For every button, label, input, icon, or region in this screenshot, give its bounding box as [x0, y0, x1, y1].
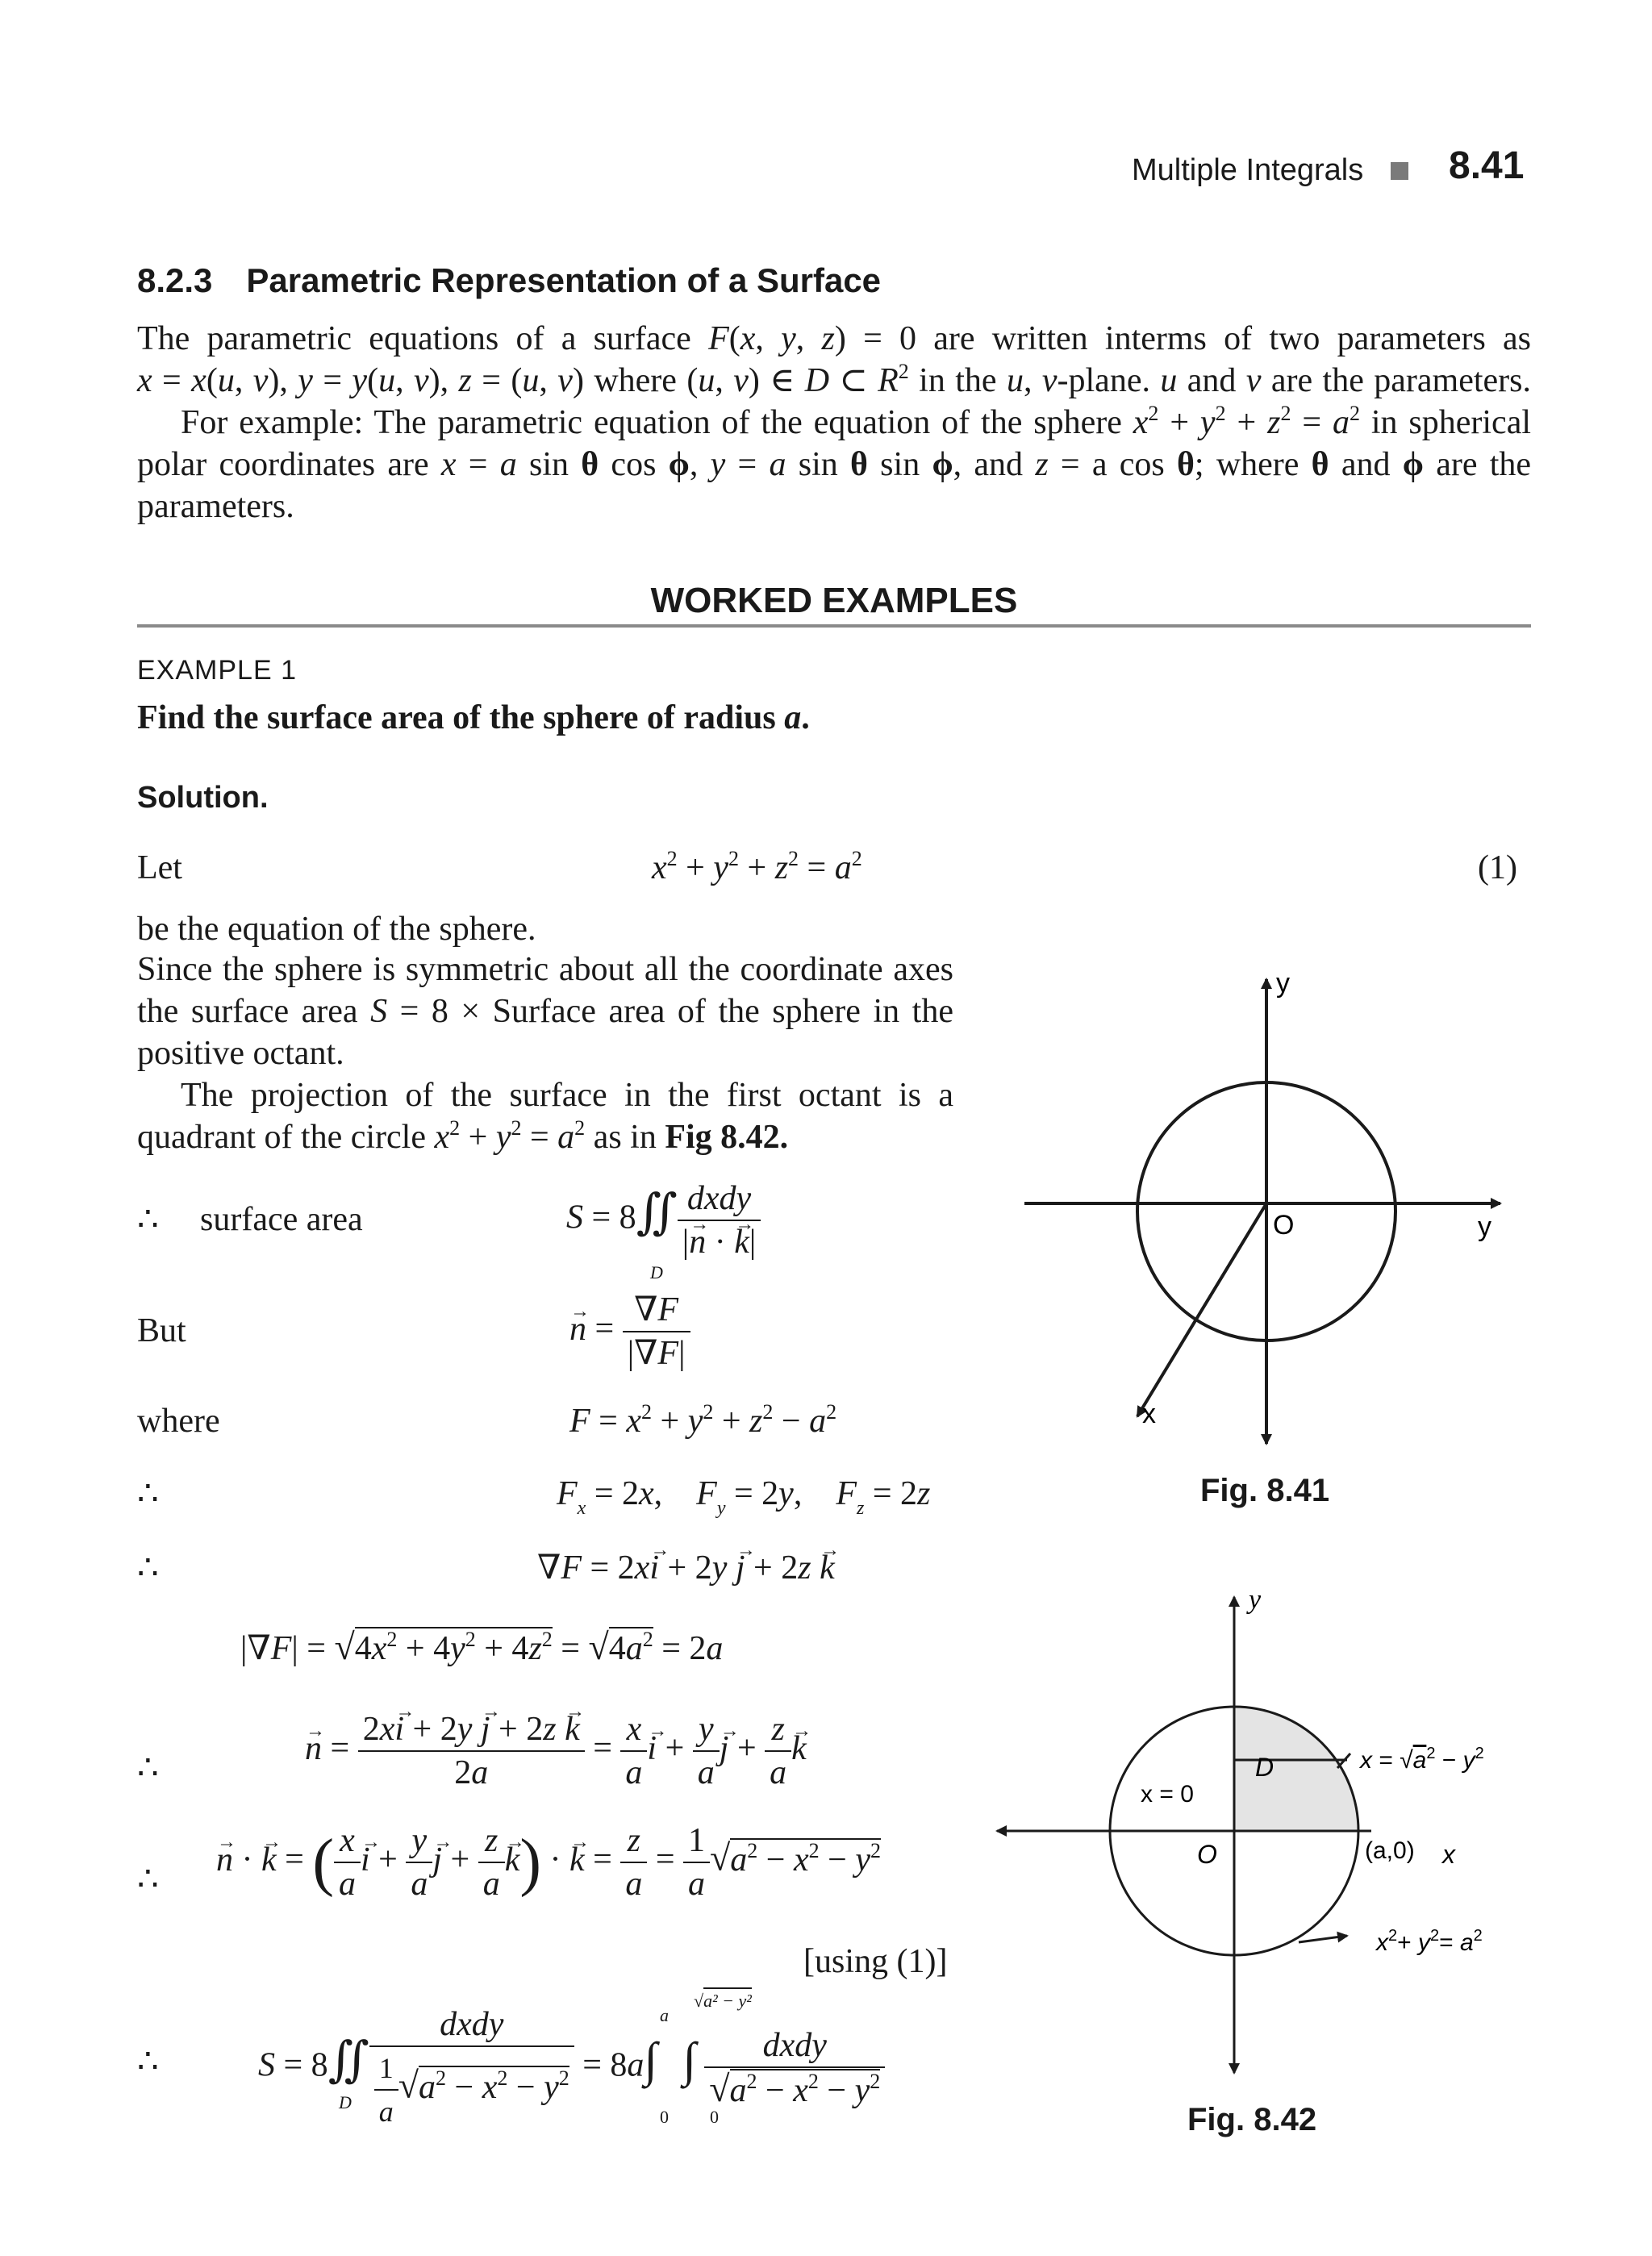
fig2-label-x: x [1442, 1840, 1455, 1869]
section-title: Parametric Representation of a Surface [246, 261, 882, 299]
equation-number: (1) [1478, 849, 1517, 886]
but-label: But [137, 1312, 186, 1349]
intro-paragraph: The parametric equations of a surface F(x, y, z) = 0 are written interms of two parameters as x = x(u, v), y = y(u, v), z = (u, v) where (u, v) ∈ D ⊂ $R^2$ in the u, v-plane. u and v are the parameters. For example: The parametric equation of the equation of the sphere $x^2 + y^2 + z^2 = a^2$ in spherical polar coordinates are x = a sin θ cos ϕ, y = a sin θ sin ϕ, and z = a cos θ; where θ and ϕ are the parameters. [137, 320, 1532, 525]
page-number: 8.41 [1449, 144, 1525, 187]
figure-8-41 [1024, 960, 1541, 1460]
surface-area-integral: S = 8∬ $\frac{\text{dxdy}}{|\to n \cdot \to k|}$ D [566, 1178, 761, 1263]
therefore-1: ∴ [137, 1201, 159, 1238]
section-heading [137, 261, 881, 300]
partial-derivatives: $F_x = 2x$, $F_y = 2y$, $F_z = 2z$ [557, 1475, 931, 1519]
fig2-label-region: D [1255, 1753, 1274, 1782]
fig2-label-x0: x = 0 [1141, 1781, 1194, 1808]
normal-dot-k: → n · → k = ( $\frac{x}{a}$ → i + $\frac{y}{a}$ → j + $\frac{z}{a}$ → k) · → k = $\frac{z}{a}$ = $\frac{1}{a}$ $√a^2 - x^2 - y^2$ [216, 1820, 881, 1905]
sphere-equation: $x^2 + y^2 + z^2 = a^2$ [652, 847, 862, 886]
let-label: Let [137, 849, 182, 886]
normal-definition: → n = $\frac{\nabla F}{|\nabla F|}$ [569, 1289, 690, 1374]
fig2-circle-pointer [1299, 1936, 1347, 1942]
region-limit-d: D [339, 2092, 352, 2112]
where-label: where [137, 1403, 220, 1440]
function-f: $F = x^2 + y^2 + z^2 - a^2$ [569, 1400, 837, 1440]
fig2-label-origin: O [1197, 1840, 1217, 1869]
unit-normal: → n = $\frac{2x\to i + 2y \to j + 2z \to k}{2a}$ = $\frac{x}{a}$ → i + $\frac{y}{a}$ → j + $\frac{z}{a}$ → k [305, 1708, 807, 1794]
fig1-label-origin: O [1273, 1210, 1295, 1241]
running-title: Multiple Integrals [1132, 153, 1364, 187]
surface-area-label: surface area [200, 1201, 363, 1238]
example-label: EXAMPLE 1 [137, 655, 297, 686]
therefore-5: ∴ [137, 1861, 159, 1898]
header-square-icon [1391, 162, 1408, 180]
example-problem: Find the surface area of the sphere of radius a. [137, 699, 810, 736]
figure-8-42 [992, 1589, 1541, 2105]
be-equation-text: be the equation of the sphere. [137, 911, 536, 948]
fig1-caption: Fig. 8.41 [1200, 1473, 1330, 1508]
therefore-6: ∴ [137, 2043, 159, 2080]
fig2-caption: Fig. 8.42 [1187, 2102, 1317, 2137]
section-number: 8.2.3 [137, 261, 213, 299]
therefore-2: ∴ [137, 1475, 159, 1512]
gradient-f: ∇F = 2x→ i + 2y → j + 2z → k [537, 1547, 835, 1589]
fig2-label-x-equals-sqrt: $x = √a^2 - y^2$ [1360, 1745, 1484, 1774]
worked-examples-heading: WORKED EXAMPLES [650, 581, 1018, 620]
heading-rule [137, 624, 1531, 628]
fig1-label-y-right: y [1478, 1211, 1491, 1242]
gradient-magnitude: $|\nabla F| = √4x^2 + 4y^2 + 4z^2 = √4a^2 = 2a$ [240, 1626, 724, 1667]
fig2-label-point: (a,0) [1365, 1837, 1415, 1864]
fig1-label-x: x [1142, 1399, 1156, 1429]
lower-limit-0a: 0 [660, 2107, 669, 2127]
therefore-4: ∴ [137, 1749, 159, 1787]
upper-limit-sqrt: √a² − y² [694, 1991, 752, 2012]
fig2-label-y: y [1249, 1589, 1262, 1615]
fig2-shaded-region [1234, 1707, 1358, 1831]
upper-limit-a: a [660, 2005, 669, 2025]
fig2-label-circle-eq: $x^2+ y^2= a^2$ [1376, 1927, 1483, 1956]
using-note: [using (1)] [803, 1943, 948, 1980]
fig1-label-y-top: y [1276, 968, 1290, 999]
symmetry-paragraph: Since the sphere is symmetric about all the coordinate axes the surface area S = 8 × Surface area of the sphere in the positive octant. The projection of the surface in the first octant is a quadrant of the circle $x^2 + y^2 = a^2$ as in Fig 8.42. [137, 951, 953, 1156]
fig1-x-axis [1137, 1203, 1266, 1416]
surface-area-final: S = 8∬ dxdy $\frac{1}{a}$ $√a^2 - x^2 - y^2$ = 8a∫ ∫ $\frac{\text{dxdy}}{√a^2 - x^2 - y^2}$ [258, 2004, 885, 2133]
solution-label: Solution. [137, 781, 269, 815]
therefore-3: ∴ [137, 1549, 159, 1587]
lower-limit-0b: 0 [710, 2107, 719, 2127]
